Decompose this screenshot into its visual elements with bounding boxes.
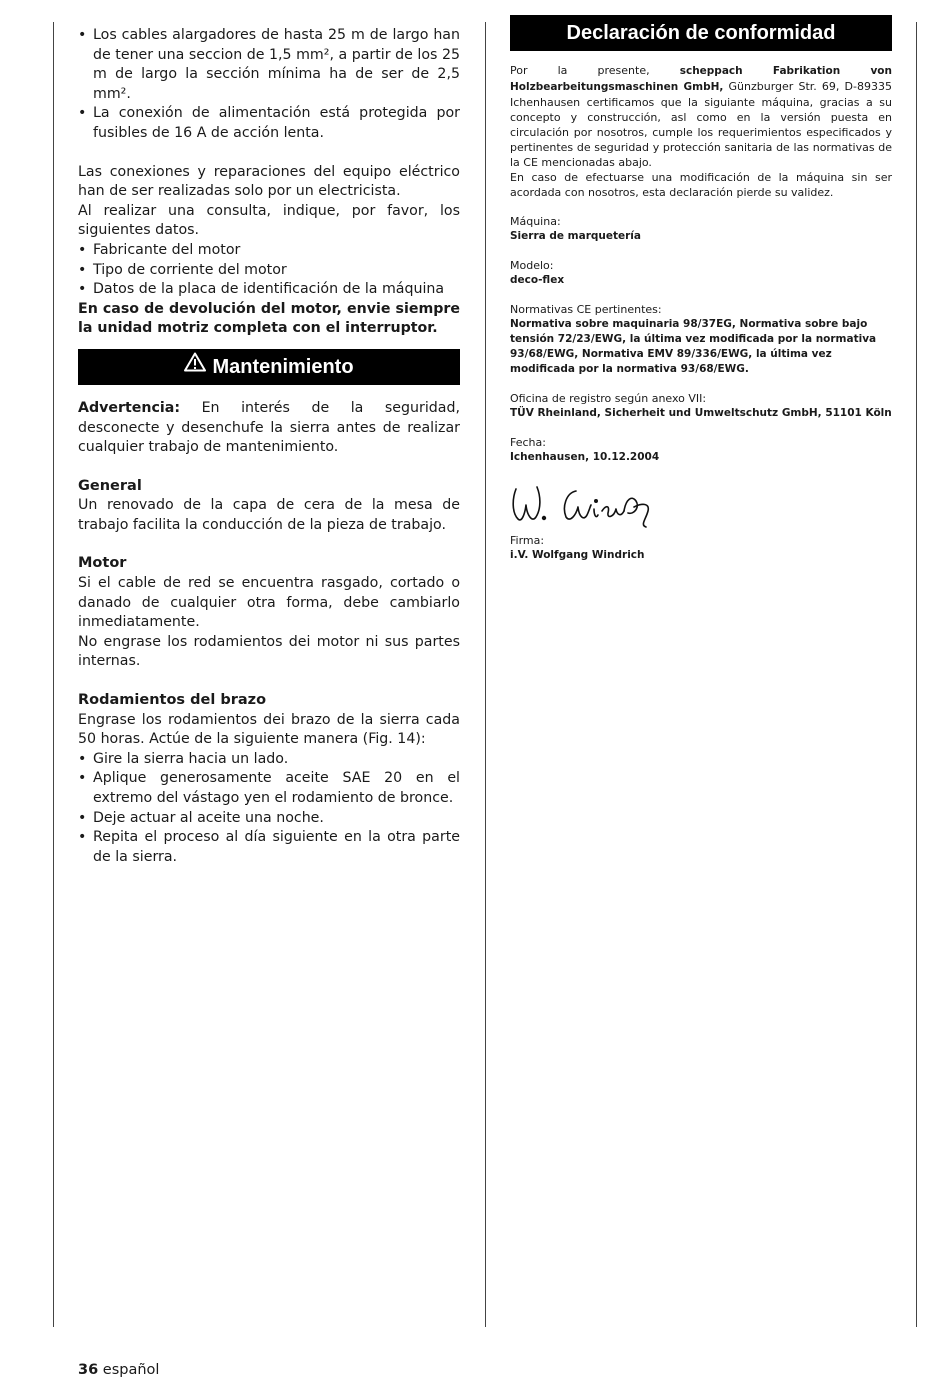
intro-text: Günzburger Str. 69, D-89335 Ichenhausen certificamos que la siguiante máquina, gracias a su concepto y construcción, asl como en la versión puesta en circulación por nosotros, cumple los requerimientos especificados y pertinentes de seguridad y protección sanitaria de las normativas de la CE mencionadas abajo.	[510, 80, 892, 169]
page-footer	[78, 1362, 159, 1378]
arm-bearings-text: Engrase los rodamientos dei brazo de la sierra cada 50 horas. Actúe de la siguiente manera (Fig. 14):	[78, 711, 460, 748]
norms-field	[510, 302, 892, 377]
list-item: • Aplique generosamente aceite SAE 20 en el extremo del vástago yen el rodamiento de bronce.	[78, 769, 460, 808]
center-column-rule	[485, 22, 486, 1327]
maintenance-heading-band	[78, 349, 460, 385]
machine-value: Sierra de marquetería	[510, 230, 641, 242]
general-text: Un renovado de la capa de cera de la mesa de trabajo facilita la conducción de la pieza de trabajo.	[78, 497, 460, 533]
cable-bullets	[78, 26, 460, 144]
list-item: • Repita el proceso al día siguiente en la otra parte de la sierra.	[78, 828, 460, 867]
declaration-validity: En caso de efectuarse una modificación de la máquina sin ser acordada con nosotros, esta declaración pierde su validez.	[510, 171, 892, 199]
arm-bullets	[78, 750, 460, 868]
machine-label: Máquina:	[510, 215, 561, 228]
electrician-paragraph: Las conexiones y reparaciones del equipo eléctrico han de ser realizadas solo por un electricista.	[78, 163, 460, 200]
arm-bearings-heading: Rodamientos del brazo	[78, 692, 267, 709]
data-bullets	[78, 241, 460, 300]
signature-field	[510, 533, 892, 563]
declaration-intro	[510, 63, 892, 170]
warning-paragraph	[78, 399, 460, 458]
model-label: Modelo:	[510, 259, 554, 272]
warning-label: Advertencia:	[78, 399, 181, 416]
motor-text-1: Si el cable de red se encuentra rasgado, cortado o danado de cualquier otra forma, debe cambiarlo inmediatamente.	[78, 575, 460, 631]
office-label: Oficina de registro según anexo VII:	[510, 392, 707, 405]
date-label: Fecha:	[510, 436, 546, 449]
list-item: • Gire la sierra hacia un lado.	[78, 750, 460, 770]
general-heading: General	[78, 477, 142, 494]
list-item: • Fabricante del motor	[78, 241, 460, 261]
company-name: scheppach Fabrikation von Holzbearbeitungsmaschinen GmbH,	[510, 65, 892, 93]
warning-text: En interés de la seguridad, desconecte y desenchufe la sierra antes de realizar cualquier trabajo de mantenimiento.	[78, 399, 461, 456]
model-field	[510, 258, 892, 288]
motor-text-2: No engrase los rodamientos dei motor ni sus partes internas.	[78, 633, 460, 670]
right-margin-rule	[916, 22, 917, 1327]
maintenance-title: Mantenimiento	[212, 355, 354, 378]
declaration-heading-band	[510, 15, 892, 51]
warning-triangle-icon	[184, 348, 206, 384]
signatory-name: i.V. Wolfgang Windrich	[510, 549, 645, 561]
office-value: TÜV Rheinland, Sicherheit und Umweltschutz GmbH, 51101 Köln	[510, 407, 892, 419]
list-item: • Los cables alargadores de hasta 25 m de largo han de tener una seccion de 1,5 mm², a partir de los 25 m de largo la sección mínima ha de ser de 2,5 mm².	[78, 26, 460, 104]
left-column	[78, 26, 460, 867]
list-item: • La conexión de alimentación está protegida por fusibles de 16 A de acción lenta.	[78, 104, 460, 143]
machine-field	[510, 214, 892, 244]
motor-heading: Motor	[78, 555, 127, 572]
model-value: deco-flex	[510, 274, 565, 286]
norms-label: Normativas CE pertinentes:	[510, 303, 662, 316]
norms-value: Normativa sobre maquinaria 98/37EG, Normativa sobre bajo tensión 72/23/EWG, la última vez modificada por la normativa 93/68/EWG, Normativa EMV 89/336/EWG, la última vez modificada por la normativa 93/68/EWG.	[510, 318, 877, 375]
page-number: 36	[78, 1362, 99, 1378]
left-margin-rule	[53, 22, 54, 1327]
list-item: • Datos de la placa de identificación de la máquina	[78, 280, 460, 300]
list-item: • Deje actuar al aceite una noche.	[78, 809, 460, 829]
list-item: • Tipo de corriente del motor	[78, 261, 460, 281]
return-note: En caso de devolución del motor, envie siempre la unidad motriz completa con el interruptor.	[78, 300, 460, 337]
right-column	[510, 15, 892, 563]
declaration-title: Declaración de conformidad	[566, 22, 836, 44]
intro-text: Por la presente,	[510, 64, 680, 77]
date-field	[510, 435, 892, 465]
handwritten-signature	[510, 477, 660, 529]
signature-label: Firma:	[510, 534, 545, 547]
footer-language: español	[102, 1362, 160, 1378]
inquiry-paragraph: Al realizar una consulta, indique, por favor, los siguientes datos.	[78, 202, 460, 239]
date-value: Ichenhausen, 10.12.2004	[510, 451, 660, 463]
office-field	[510, 391, 892, 421]
